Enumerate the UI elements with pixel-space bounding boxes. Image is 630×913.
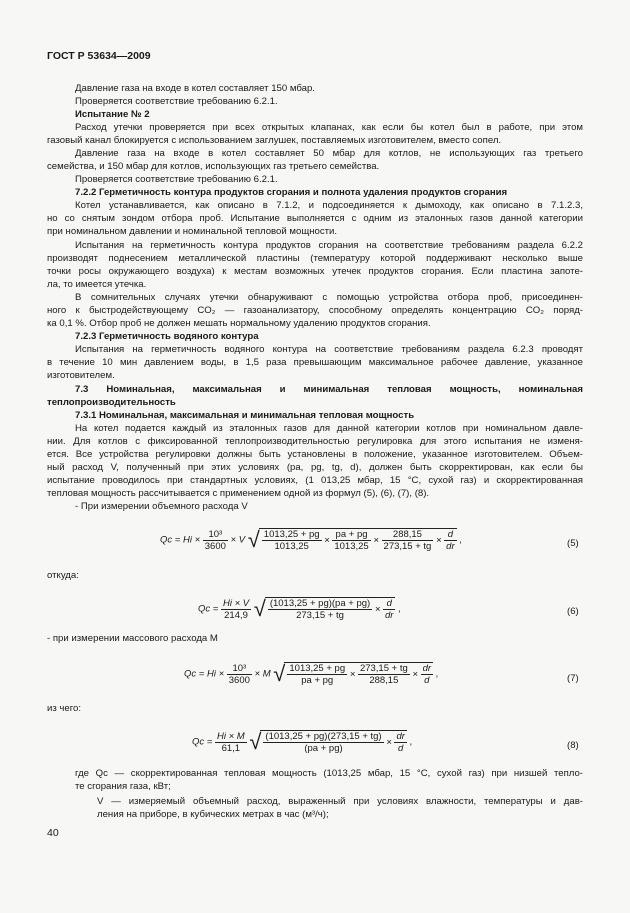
text-line: но со снятым зондом отбора проб. Испытание выполняется с одним из эталонных газов данной категории [47,213,583,224]
eq7-const: $\frac{\text{10³}}{3600}$ [228,662,250,686]
eq6-lhs: Qc = [198,603,219,615]
eq7-mid: × M [254,668,271,680]
eq8-radicand: $\frac{(1013,25 + pg)(273,15 + tg)}{(pa + pg)}$ × $\frac{dr}{d}$ [260,730,406,754]
text-line: 7.2.3 Герметичность водяного контура [75,331,259,342]
text-line: нии. Для котлов с фиксированной теплопроизводительностью регулировка для этого испытания не изменя- [47,436,583,447]
text-line: ления на приборе, в кубических метрах в час (м³/ч); [97,809,329,820]
equation-6: Qc = $\frac{Hi \times V}{214,9}$ √ $\frac{(1013,25 + pg)(pa + pg)}{273,15 + tg}$ × $\frac{d}{dr}$ , [198,596,401,621]
eq7-lhs: Qc = Hi × [184,668,225,680]
text-line: теплопроизводительность [47,397,176,408]
text-line: - При измерении объемного расхода V [75,501,248,512]
text-line: Котел устанавливается, как описано в 7.1.2, и подсоединяется к дымоходу, как описано в 7.1.2.3, [75,200,583,211]
eq8-number: (8) [567,740,579,751]
text-line: в течение 10 мин давлением воды, в 1,5 раза превышающим максимальное рабочее давление, указанное [47,357,583,368]
eq7-radicand: $\frac{1013,25 + pg}{pa + pg}$ × $\frac{273,15 + tg}{288,15}$ × $\frac{dr}{d}$ [284,662,433,686]
text-line: В сомнительных случаях утечки обнаруживают с помощью устройства отбора проб, присоединен- [75,292,583,303]
text-line: Проверяется соответствие требованию 6.2.1. [75,174,278,185]
sqrt-icon: √ [253,596,266,621]
text-line: ный расход V, полученный при этих условиях (pa, pg, tg, d), должен быть скорректирован, как если бы [47,462,583,473]
eq6-const: $\frac{Hi \times V}{214,9}$ [222,597,250,621]
eq6-radicand: $\frac{(1013,25 + pg)(pa + pg)}{273,15 + tg}$ × $\frac{d}{dr}$ [265,597,396,621]
text-line: 7.3 Номинальная, максимальная и минимальная тепловая мощность, номинальная [75,384,583,395]
text-line: На котел подается каждый из эталонных газов для данной категории котлов при номинальном давле- [75,423,583,434]
text-line: ка 0,1 %. Отбор проб не должен мешать нормальному удалению продуктов сгорания. [47,318,431,329]
text-line: производят поднесением металлической пластины (температуру которой поддерживают несколько выше [47,253,583,264]
equation-7: Qc = Hi × $\frac{\text{10³}}{3600}$ × M √ $\frac{1013,25 + pg}{pa + pg}$ × $\frac{273,15 + tg}{288,15}$ × $\frac{dr}{d}$ , [184,661,439,686]
eq8-lhs: Qc = [192,736,213,748]
text-line: Проверяется соответствие требованию 6.2.1. [75,96,278,107]
eq5-radicand: $\frac{1013,25 + pg}{1013,25}$ × $\frac{pa + pg}{1013,25}$ × $\frac{288,15}{273,15 + tg}$ × $\frac{d}{dr}$ [259,528,457,552]
eq7-number: (7) [567,673,579,684]
sqrt-icon: √ [249,729,262,754]
eq5-mid: × V [230,534,246,546]
text-line: те сгорания газа, кВт; [75,781,171,792]
text-line: тепловая мощность рассчитывается с применением одной из формул (5), (6), (7), (8). [47,488,430,499]
equation-8: Qc = $\frac{Hi \times M}{61,1}$ √ $\frac{(1013,25 + pg)(273,15 + tg)}{(pa + pg)}$ × $\frac{dr}{d}$ , [192,729,413,754]
text-line: Испытания на герметичность контура продуктов сгорания на соответствие требованиям раздела 6.2.2 [75,240,583,251]
text-line: ется. Все устройства регулировки должны быть установлены в положение, указанное изготовителем. Объем- [47,449,583,460]
text-line: Испытание № 2 [75,109,150,120]
text-line: ного к быстродействующему CO₂ — газоанализатору, способному определять концентрацию CO₂ поряд- [47,305,583,316]
sqrt-icon: √ [247,527,260,552]
text-line: откуда: [47,570,79,581]
text-line: где Qc — скорректированная тепловая мощность (1013,25 мбар, 15 °С, сухой газ) при низшей тепло- [75,768,583,779]
text-line: Испытания на герметичность водяного контура на соответствие требованиям раздела 6.2.3 проводят [75,344,583,355]
text-line: газовый канал блокируется с использованием заглушек, поставляемых изготовителем, вместо сопел. [47,135,502,146]
text-line: изготовителем. [47,370,115,381]
eq5-lhs: Qc = Hi × [160,534,201,546]
text-line: при номинальном давлении и номинальной тепловой мощности. [47,226,338,237]
text-line: Давление газа на входе в котел составляет 150 мбар. [75,83,315,94]
text-line: 7.3.1 Номинальная, максимальная и минимальная тепловая мощность [75,410,415,421]
page-number: 40 [47,827,59,839]
equation-5: Qc = Hi × $\frac{\text{10³}}{3600}$ × V √ $\frac{1013,25 + pg}{1013,25}$ × $\frac{pa + pg}{1013,25}$ × $\frac{288,15}{273,15 + tg}$ × $\frac{d}{dr}$ , [160,527,462,552]
text-line: испытание проводилось при стандартных условиях, (1 013,25 мбар, 15 °С, сухой газ) и скорректированная [47,475,583,486]
eq6-number: (6) [567,606,579,617]
text-line: - при измерении массового расхода M [47,633,218,644]
eq5-const: $\frac{\text{10³}}{3600}$ [204,528,226,552]
text-line: Расход утечки проверяется при всех открытых клапанах, как если бы котел был в работе, при этом [75,122,583,133]
text-line: Давление газа на входе в котел составляет 50 мбар для котлов, не использующих газ третьего [75,148,583,159]
sqrt-icon: √ [273,661,286,686]
text-line: точки росы окружающего воздуха) к местам возможных утечек продуктов сгорания. Если пластина запоте- [47,266,583,277]
text-line: V — измеряемый объемный расход, выраженный при условиях влажности, температуры и дав- [97,796,583,807]
text-line: 7.2.2 Герметичность контура продуктов сгорания и полнота удаления продуктов сгорания [75,187,508,198]
text-line: семейства, и 150 мбар для котлов, использующих газ третьего семейства. [47,161,380,172]
eq5-number: (5) [567,538,579,549]
text-line: ла, то имеется утечка. [47,279,147,290]
text-line: из чего: [47,703,82,714]
document-header: ГОСТ Р 53634—2009 [47,50,151,62]
eq8-const: $\frac{Hi \times M}{61,1}$ [216,730,245,754]
